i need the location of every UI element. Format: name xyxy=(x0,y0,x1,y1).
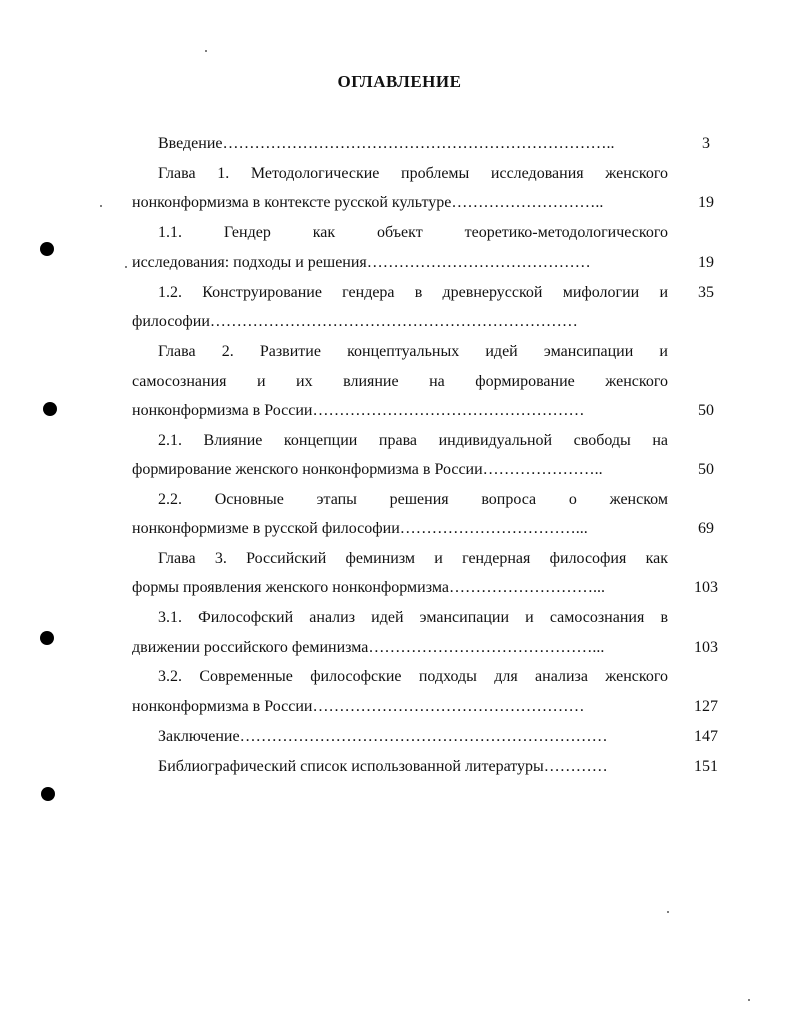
toc-entry-ch1-line2: нонконформизма в контексте русской культуре……………………….. xyxy=(132,194,604,211)
toc-page-1-1: 19 xyxy=(698,254,714,271)
toc-page-ch3: 103 xyxy=(694,579,718,596)
toc-entry-3-1-line1: 3.1. Философский анализ идей эмансипации и самосознания в xyxy=(158,609,668,626)
toc-page-conclusion: 147 xyxy=(694,728,718,745)
toc-page-2-2: 69 xyxy=(698,520,714,537)
toc-page-bibliography: 151 xyxy=(694,758,718,775)
punch-hole-mark xyxy=(40,242,54,256)
toc-entry-1-1-line2: исследования: подходы и решения…………………………………… xyxy=(132,254,591,271)
toc-entry-1-1-line1: 1.1. Гендер как объект теоретико-методологического xyxy=(158,224,668,241)
toc-page-ch1: 19 xyxy=(698,194,714,211)
scan-speck xyxy=(205,50,207,52)
toc-entry-2-1-line2: формирование женского нонконформизма в России………………….. xyxy=(132,461,603,478)
toc-page-intro: 3 xyxy=(702,135,710,152)
punch-hole-mark xyxy=(43,402,57,416)
toc-entry-3-2-line2: нонконформизма в России…………………………………………… xyxy=(132,698,585,715)
scan-speck xyxy=(125,266,127,268)
toc-entry-ch2-line3: нонконформизма в России…………………………………………… xyxy=(132,402,585,419)
toc-page-3-1: 103 xyxy=(694,639,718,656)
toc-entry-1-2-line1: 1.2. Конструирование гендера в древнерусской мифологии и xyxy=(158,284,668,301)
punch-hole-mark xyxy=(41,787,55,801)
toc-entry-ch1-line1: Глава 1. Методологические проблемы исследования женского xyxy=(158,165,668,182)
toc-entry-bibliography: Библиографический список использованной литературы………… xyxy=(158,758,608,775)
toc-entry-2-2-line2: нонконформизме в русской философии……………………………... xyxy=(132,520,588,537)
toc-page-3-2: 127 xyxy=(694,698,718,715)
toc-entry-3-1-line2: движении российского феминизма……………………………………... xyxy=(132,639,605,656)
toc-page-1-2: 35 xyxy=(698,284,714,301)
toc-entry-3-2-line1: 3.2. Современные философские подходы для анализа женского xyxy=(158,668,668,685)
toc-entry-ch3-line2: формы проявления женского нонконформизма………………………... xyxy=(132,579,605,596)
toc-entry-conclusion: Заключение…………………………………………………………… xyxy=(158,728,608,745)
toc-entry-ch2-line2: самосознания и их влияние на формирование женского xyxy=(132,373,668,390)
page-title: ОГЛАВЛЕНИЕ xyxy=(337,72,462,91)
toc-page-2-1: 50 xyxy=(698,461,714,478)
toc-entry-2-1-line1: 2.1. Влияние концепции права индивидуальной свободы на xyxy=(158,432,668,449)
toc-entry-2-2-line1: 2.2. Основные этапы решения вопроса о женском xyxy=(158,491,668,508)
toc-page-ch2: 50 xyxy=(698,402,714,419)
scan-speck xyxy=(100,205,102,207)
toc-entry-intro: Введение……………………………………………………………….. xyxy=(158,135,615,152)
punch-hole-mark xyxy=(40,631,54,645)
toc-entry-ch2-line1: Глава 2. Развитие концептуальных идей эмансипации и xyxy=(158,343,668,360)
toc-entry-ch3-line1: Глава 3. Российский феминизм и гендерная философия как xyxy=(158,550,668,567)
toc-entry-1-2-line2: философии…………………………………………………………… xyxy=(132,313,578,330)
scan-speck xyxy=(748,999,750,1001)
scan-speck xyxy=(667,911,669,913)
